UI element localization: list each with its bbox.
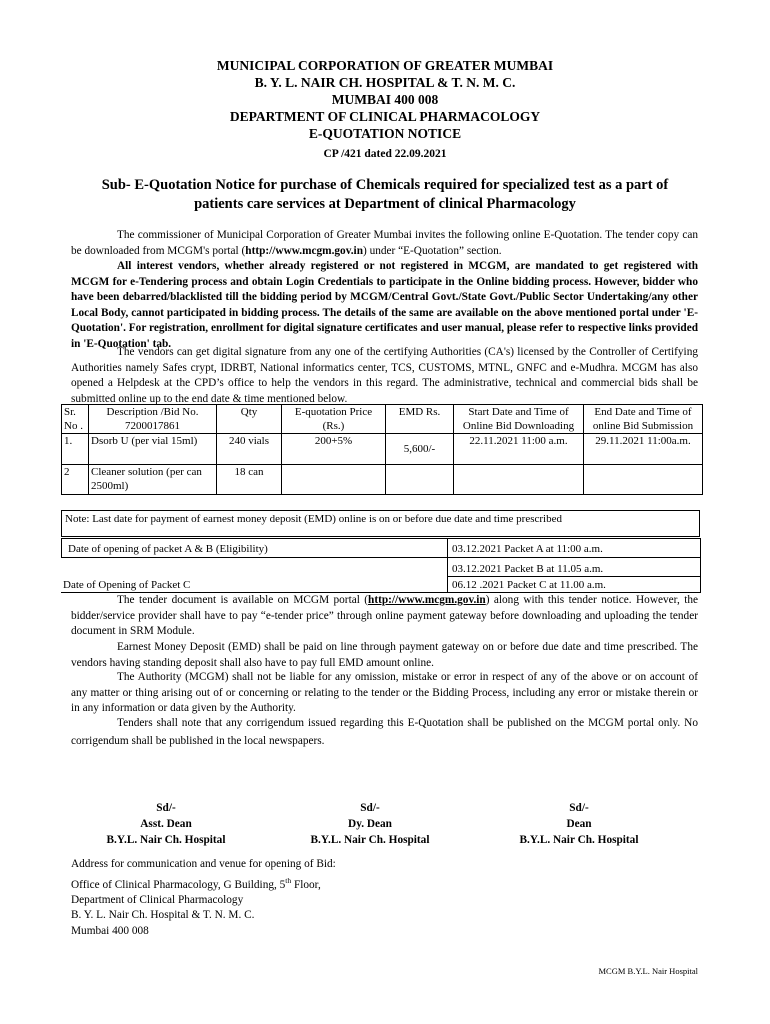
portal-link[interactable]: http://www.mcgm.gov.in bbox=[245, 244, 363, 257]
table-row bbox=[62, 465, 703, 495]
signature-dy-dean bbox=[270, 800, 470, 848]
cell-sr: 2 bbox=[62, 465, 89, 495]
cell-end bbox=[584, 465, 703, 495]
header-end: End Date and Time of online Bid Submission bbox=[584, 405, 703, 434]
paragraph-registration bbox=[71, 259, 698, 352]
signature-sd: Sd/- bbox=[569, 802, 589, 814]
paragraph-tender-document bbox=[71, 593, 698, 640]
signature-sd: Sd/- bbox=[360, 802, 380, 814]
header-qty: Qty bbox=[217, 405, 282, 434]
subject bbox=[70, 176, 700, 214]
address-intro: Address for communication and venue for opening of Bid: bbox=[71, 858, 336, 870]
signature-title: Asst. Dean bbox=[140, 818, 192, 830]
address-line-1-sup: th bbox=[285, 875, 292, 885]
signature-sd: Sd/- bbox=[156, 802, 176, 814]
cell-end: 29.11.2021 11:00a.m. bbox=[584, 434, 703, 465]
opening-ab-label: Date of opening of packet A & B (Eligibility) bbox=[68, 543, 268, 555]
cell-qty: 240 vials bbox=[217, 434, 282, 465]
portal-link-2[interactable]: http://www.mcgm.gov.in bbox=[368, 594, 486, 606]
column-divider bbox=[447, 538, 448, 593]
opening-ab-value: 03.12.2021 Packet A at 11:00 a.m. bbox=[452, 543, 603, 555]
cell-sr: 1. bbox=[62, 434, 89, 465]
cell-emd: 5,600/- bbox=[386, 434, 454, 465]
paragraph-emd bbox=[71, 640, 698, 671]
header-line-1: MUNICIPAL CORPORATION OF GREATER MUMBAI bbox=[216, 58, 554, 73]
header-description: Description /Bid No. 7200017861 bbox=[89, 405, 217, 434]
signature-title: Dy. Dean bbox=[348, 818, 392, 830]
cell-start bbox=[454, 465, 584, 495]
cell-price bbox=[282, 465, 386, 495]
intro-text-b: ) under “E-Quotation” section. bbox=[362, 244, 502, 257]
emd-note: Note: Last date for payment of earnest money deposit (EMD) online is on or before due date and time prescribed bbox=[61, 510, 700, 537]
letterhead bbox=[0, 57, 770, 142]
signature-org: B.Y.L. Nair Ch. Hospital bbox=[106, 834, 226, 846]
header-sr: Sr. No . bbox=[62, 405, 89, 434]
liability-text: The Authority (MCGM) shall not be liable for any omission, mistake or error in respect of any of the above or on account of any matter or thing arising out of or concerning or relating to the tender or the Bidding Process, including any error or mistake therein or in any information or data given by the Authority. bbox=[71, 671, 698, 714]
header-line-5: E-QUOTATION NOTICE bbox=[308, 126, 462, 141]
address-line-1-b: Floor, bbox=[291, 878, 321, 891]
cell-qty: 18 can bbox=[217, 465, 282, 495]
tender-text-b: ) along with this tender notice. However, the bidder/service provider shall have to pay “e-tender price” through online payment gateway before downloading and uploading the tender document in SRM Module. bbox=[71, 594, 699, 637]
cell-description: Dsorb U (per vial 15ml) bbox=[89, 434, 217, 465]
header-emd: EMD Rs. bbox=[386, 405, 454, 434]
divider bbox=[447, 576, 700, 577]
signature-org: B.Y.L. Nair Ch. Hospital bbox=[519, 834, 639, 846]
corrigendum-text: Tenders shall note that any corrigendum issued regarding this E-Quotation shall be published on the MCGM portal only. No corrigendum shall be published in the local newspapers. bbox=[71, 717, 698, 747]
opening-c-label: Date of Opening of Packet C bbox=[63, 579, 191, 591]
address-line-1-a: Office of Clinical Pharmacology, G Building, 5 bbox=[71, 878, 286, 891]
header-start: Start Date and Time of Online Bid Downloading bbox=[454, 405, 584, 434]
opening-c-value: 06.12 .2021 Packet C at 11.00 a.m. bbox=[452, 579, 606, 591]
quotation-table bbox=[61, 404, 703, 495]
header-line-4: DEPARTMENT OF CLINICAL PHARMACOLOGY bbox=[229, 109, 541, 124]
signature-org: B.Y.L. Nair Ch. Hospital bbox=[310, 834, 430, 846]
paragraph-liability bbox=[71, 670, 698, 717]
address-block bbox=[71, 857, 336, 939]
paragraph-corrigendum bbox=[71, 714, 698, 750]
divider bbox=[61, 557, 700, 558]
table-header-row bbox=[62, 405, 703, 434]
paragraph-intro bbox=[71, 228, 698, 259]
header-price: E-quotation Price (Rs.) bbox=[282, 405, 386, 434]
address-line-4: Mumbai 400 008 bbox=[71, 924, 149, 937]
address-line-3: B. Y. L. Nair Ch. Hospital & T. N. M. C. bbox=[71, 909, 255, 922]
cell-emd bbox=[386, 465, 454, 495]
column-divider bbox=[61, 538, 62, 558]
divider bbox=[61, 538, 700, 539]
cell-description: Cleaner solution (per can 2500ml) bbox=[89, 465, 217, 495]
signature-asst-dean bbox=[66, 800, 266, 848]
column-divider bbox=[700, 538, 701, 593]
subject-line-2: patients care services at Department of clinical Pharmacology bbox=[194, 196, 576, 212]
digital-signature-text: The vendors can get digital signature from any one of the certifying Authorities (CA's) licensed by the Controller of Certifying Authorities namely Safes crypt, IDRBT, National informatics center, TCS, CUSTOMS, MTNL, GNFC and e-Mudhra. MCGM has also opened a Helpdesk at the CPD’s office to help the vendors in this regard. The administrative, technical and commercial bids shall be submitted online up to the end date & time mentioned below. bbox=[71, 346, 698, 405]
page-footer: MCGM B.Y.L. Nair Hospital bbox=[598, 966, 698, 976]
registration-text: All interest vendors, whether already registered or not registered in MCGM, are mandated to get registered with MCGM for e-Tendering process and obtain Login Credentials to participate in the Online bidding process. However, bidder who have been debarred/blacklisted till the bidding period by MCGM/Central Govt./State Govt./Public Sector Undertaking/any other Local Body, cannot participated in bidding process. The details of the same are available on the above mentioned portal under 'E- Quotation'. For registration, enrollment for digital signature certificates and user manual, please refer to respective links provided in 'E-Quotation' tab. bbox=[71, 260, 698, 350]
address-line-1 bbox=[71, 873, 336, 893]
subject-line-1: Sub- E-Quotation Notice for purchase of Chemicals required for specialized test as a part of bbox=[101, 177, 669, 193]
reference-number: CP /421 dated 22.09.2021 bbox=[323, 148, 447, 160]
address-line-2: Department of Clinical Pharmacology bbox=[71, 893, 244, 906]
tender-text-a: The tender document is available on MCGM portal ( bbox=[117, 594, 369, 606]
cell-start: 22.11.2021 11:00 a.m. bbox=[454, 434, 584, 465]
cell-price: 200+5% bbox=[282, 434, 386, 465]
paragraph-digital-signature bbox=[71, 345, 698, 407]
signature-dean bbox=[479, 800, 679, 848]
intro-text-a: The commissioner of Municipal Corporation of Greater Mumbai invites the following online E-Quotation. The tender copy can be downloaded from MCGM's portal ( bbox=[71, 229, 698, 257]
header-line-3: MUMBAI 400 008 bbox=[331, 92, 439, 107]
emd-text: Earnest Money Deposit (EMD) shall be paid on line through payment gateway on or before due date and time prescribed. The vendors having standing deposit shall also have to pay full EMD amount online. bbox=[71, 641, 698, 669]
header-line-2: B. Y. L. NAIR CH. HOSPITAL & T. N. M. C. bbox=[254, 75, 516, 90]
table-row bbox=[62, 434, 703, 465]
opening-b-value: 03.12.2021 Packet B at 11.05 a.m. bbox=[452, 563, 604, 575]
signature-title: Dean bbox=[566, 818, 592, 830]
